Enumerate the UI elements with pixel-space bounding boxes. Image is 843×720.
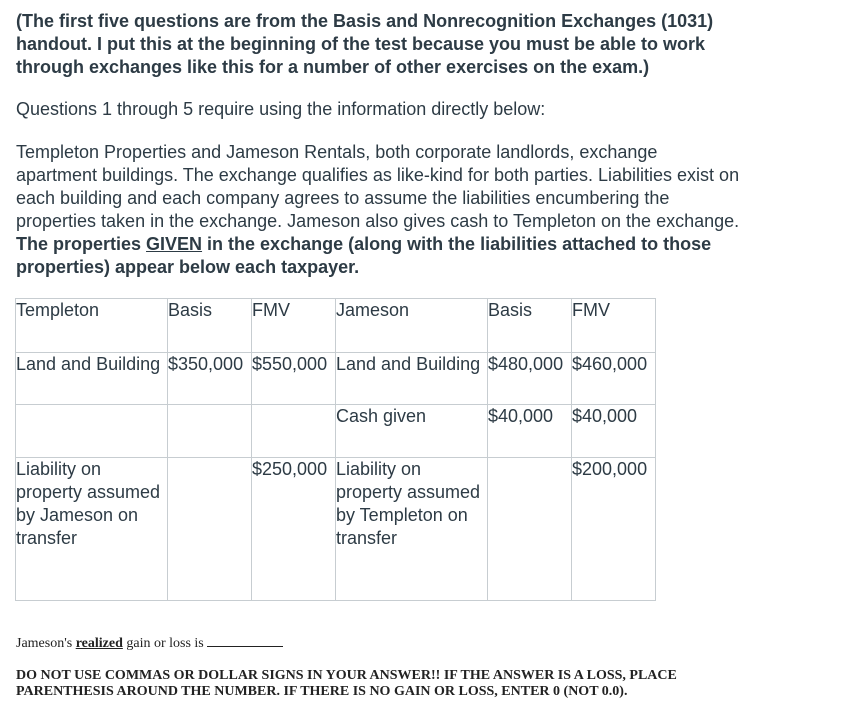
questions-lead: Questions 1 through 5 require using the information directly below: [16, 99, 546, 119]
question-prompt [16, 634, 283, 652]
table-cell: Land and Building [16, 353, 168, 405]
table-cell: Liability on property assumed by Templeton on transfer [336, 458, 488, 601]
table-row [16, 405, 656, 458]
scenario-text: Templeton Properties and Jameson Rentals, both corporate landlords, exchange apartment buildings. The exchange qualifies as like-kind for both parties. Liabilities exist on each building and each company agrees to assume the liabilities encumbering the properties taken in the exchange. Jameson also gives cash to Templeton on the exchange. [16, 142, 740, 231]
table-cell: $250,000 [252, 458, 336, 601]
question-suffix: gain or loss is [122, 636, 208, 651]
table-cell [168, 458, 252, 601]
scenario-paragraph [16, 141, 741, 279]
table-header-row [16, 299, 656, 353]
header-cell: FMV [572, 299, 656, 353]
table-cell: Liability on property assumed by Jameson on transfer [16, 458, 168, 601]
table-cell [168, 405, 252, 458]
table-cell: Land and Building [336, 353, 488, 405]
table-cell: $200,000 [572, 458, 656, 601]
table-cell: $40,000 [572, 405, 656, 458]
intro-paragraph: (The first five questions are from the Basis and Nonrecognition Exchanges (1031) handout. I put this at the beginning of the test because you must be able to work through exchanges like this for a number of other exercises on the exam.) [16, 11, 714, 77]
header-cell: Jameson [336, 299, 488, 353]
table-cell: Cash given [336, 405, 488, 458]
scenario-bold-after: in the exchange (along with the liabilities attached to those properties) appear below each taxpayer. [16, 234, 712, 277]
table-cell: $350,000 [168, 353, 252, 405]
table-row [16, 353, 656, 405]
table-cell [16, 405, 168, 458]
table-row [16, 458, 656, 601]
table-cell [252, 405, 336, 458]
exchange-table [15, 298, 656, 601]
scenario-given-emphasis: GIVEN [146, 234, 203, 254]
header-cell: Templeton [16, 299, 168, 353]
header-cell: Basis [168, 299, 252, 353]
table-cell: $550,000 [252, 353, 336, 405]
scenario-bold-before: The properties [16, 234, 147, 254]
table-cell: $40,000 [488, 405, 572, 458]
question-emphasis: realized [75, 636, 123, 651]
header-cell: Basis [488, 299, 572, 353]
header-cell: FMV [252, 299, 336, 353]
answer-instructions: DO NOT USE COMMAS OR DOLLAR SIGNS IN YOUR ANSWER!! IF THE ANSWER IS A LOSS, PLACE PARENTHESIS AROUND THE NUMBER. IF THERE IS NO GAIN OR LOSS, ENTER 0 (NOT 0.0). [16, 668, 677, 699]
table-cell [488, 458, 572, 601]
answer-blank[interactable] [207, 634, 283, 647]
question-prefix: Jameson's [16, 636, 76, 651]
table-cell: $480,000 [488, 353, 572, 405]
table-cell: $460,000 [572, 353, 656, 405]
